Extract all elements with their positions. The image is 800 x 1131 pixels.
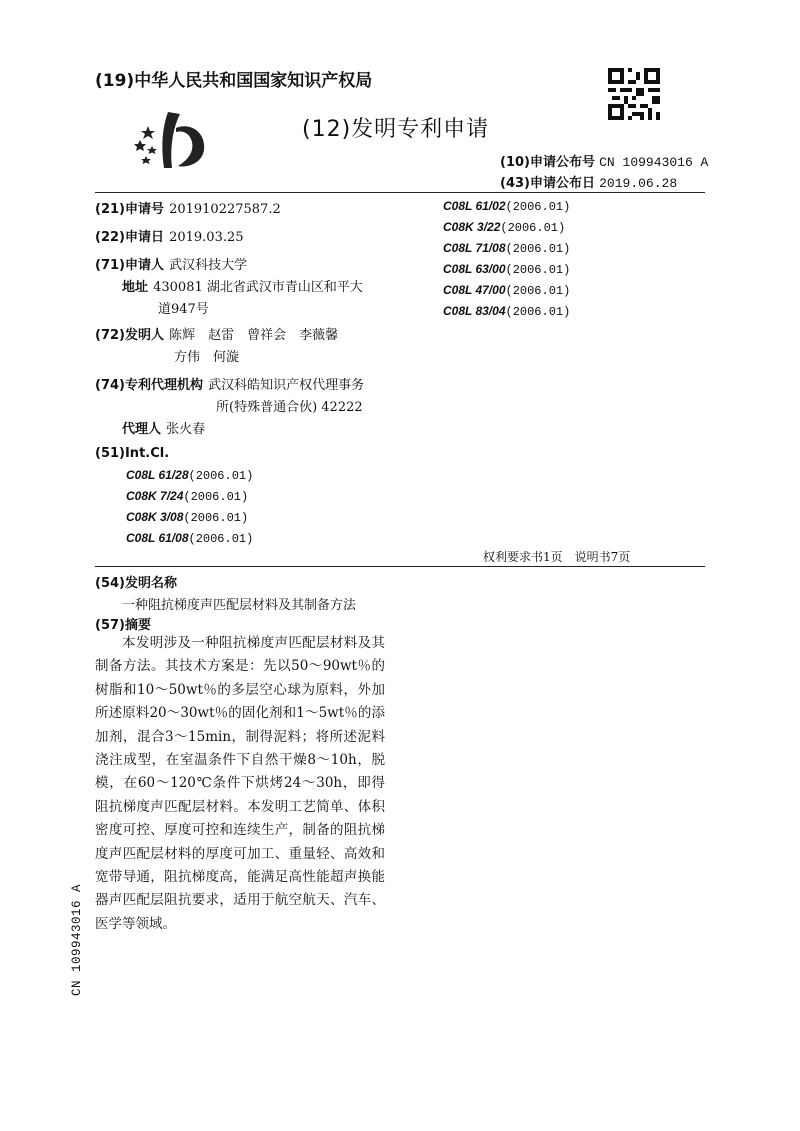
ipc-item [443,283,570,298]
document-type: (12)发明专利申请 [302,117,490,142]
application-number-label: (21)申请号 [95,202,164,217]
inventors-label: (72)发明人 [95,328,164,343]
invention-title: 一种阻抗梯度声匹配层材料及其制备方法 [122,598,357,613]
intcl-label: (51)Int.Cl. [95,446,170,461]
ipc-version: (2006.01) [505,200,571,214]
application-number: 201910227587.2 [169,202,281,217]
header-divider [95,192,705,193]
office-name: (19)中华人民共和国国家知识产权局 [95,71,373,91]
application-date-label: (22)申请日 [95,230,164,245]
pub-number-row [500,151,708,170]
ipc-version: (2006.01) [505,305,571,319]
intcl-item [126,468,253,483]
applicant-row [95,254,247,273]
pub-date-row [500,172,677,191]
ipc-code: C08L 47/00 [443,283,506,297]
pub-number-label: (10)申请公布号 [500,155,595,170]
address-line-2: 道947号 [158,302,209,317]
application-number-row [95,198,281,217]
application-date: 2019.03.25 [169,230,244,245]
ipc-version: (2006.01) [500,221,566,235]
applicant: 武汉科技大学 [169,258,248,273]
biblio-divider [95,566,705,567]
ipc-version: (2006.01) [505,263,571,277]
abstract-text: 本发明涉及一种阻抗梯度声匹配层材料及其制备方法。其技术方案是：先以50～90wt％的树脂和10～50wt％的多层空心球为原料，外加所述原料20～30wt％的固化剂和1～5wt％的添加剂，混合3～15min，制得泥料；将所述泥料浇注成型，在室温条件下自然干燥8～10h，脱模，在60～120℃条件下烘烤24～30h，即得阻抗梯度声匹配层材料。本发明工艺简单、体积密度可控、厚度可控和连续生产，制备的阻抗梯度声匹配层材料的厚度可加工、重量轻、高效和宽带导通，阻抗梯度高，能满足高性能超声换能器声匹配层阻抗要求，适用于航空航天、汽车、医学等领域。 [95,635,385,932]
ipc-item [443,304,570,319]
address-line-1: 430081 湖北省武汉市青山区和平大 [153,280,363,295]
agent-row [122,418,205,437]
intcl-code: C08L 61/08 [126,531,189,545]
applicant-label: (71)申请人 [95,258,164,273]
ipc-code: C08L 83/04 [443,304,506,318]
agent: 张火春 [166,422,206,437]
intcl-code: C08K 3/08 [126,510,184,524]
page-counts: 权利要求书1页 说明书7页 [483,550,631,564]
ipc-code: C08K 3/22 [443,220,501,234]
ipc-version: (2006.01) [505,284,571,298]
qr-code-icon [608,68,664,124]
ipc-item [443,262,570,277]
pub-number: CN 109943016 A [599,155,709,170]
intcl-version: (2006.01) [188,532,254,546]
intcl-item [126,510,248,525]
title-label: (54)发明名称 [95,576,177,591]
agency-row [95,374,364,393]
ipc-code: C08L 63/00 [443,262,506,276]
intcl-item [126,531,253,546]
agency-label: (74)专利代理机构 [95,378,203,393]
cnipa-logo [128,108,210,170]
agent-label: 代理人 [122,422,162,437]
agency-line-1: 武汉科皓知识产权代理事务 [208,378,365,393]
inventors-row [95,324,338,343]
application-date-row [95,226,244,245]
agency-line-2: 所(特殊普通合伙) 42222 [216,400,363,415]
pub-date-label: (43)申请公布日 [500,176,595,191]
intcl-code: C08K 7/24 [126,489,184,503]
ipc-code: C08L 71/08 [443,241,506,255]
ipc-item [443,241,570,256]
intcl-version: (2006.01) [188,469,254,483]
pub-date: 2019.06.28 [599,176,678,191]
inventors-line-1: 陈辉 赵雷 曾祥会 李薇馨 [169,328,339,343]
abstract-label: (57)摘要 [95,618,151,633]
ipc-code: C08L 61/02 [443,199,506,213]
intcl-version: (2006.01) [183,490,249,504]
intcl-code: C08L 61/28 [126,468,189,482]
address-row [122,276,363,295]
ipc-version: (2006.01) [505,242,571,256]
intcl-version: (2006.01) [183,511,249,525]
inventors-line-2: 方伟 何漩 [174,350,240,365]
address-label: 地址 [122,280,149,295]
ipc-item [443,199,570,214]
side-publication-number: CN 109943016 A [70,883,84,996]
intcl-item [126,489,248,504]
ipc-item [443,220,565,235]
